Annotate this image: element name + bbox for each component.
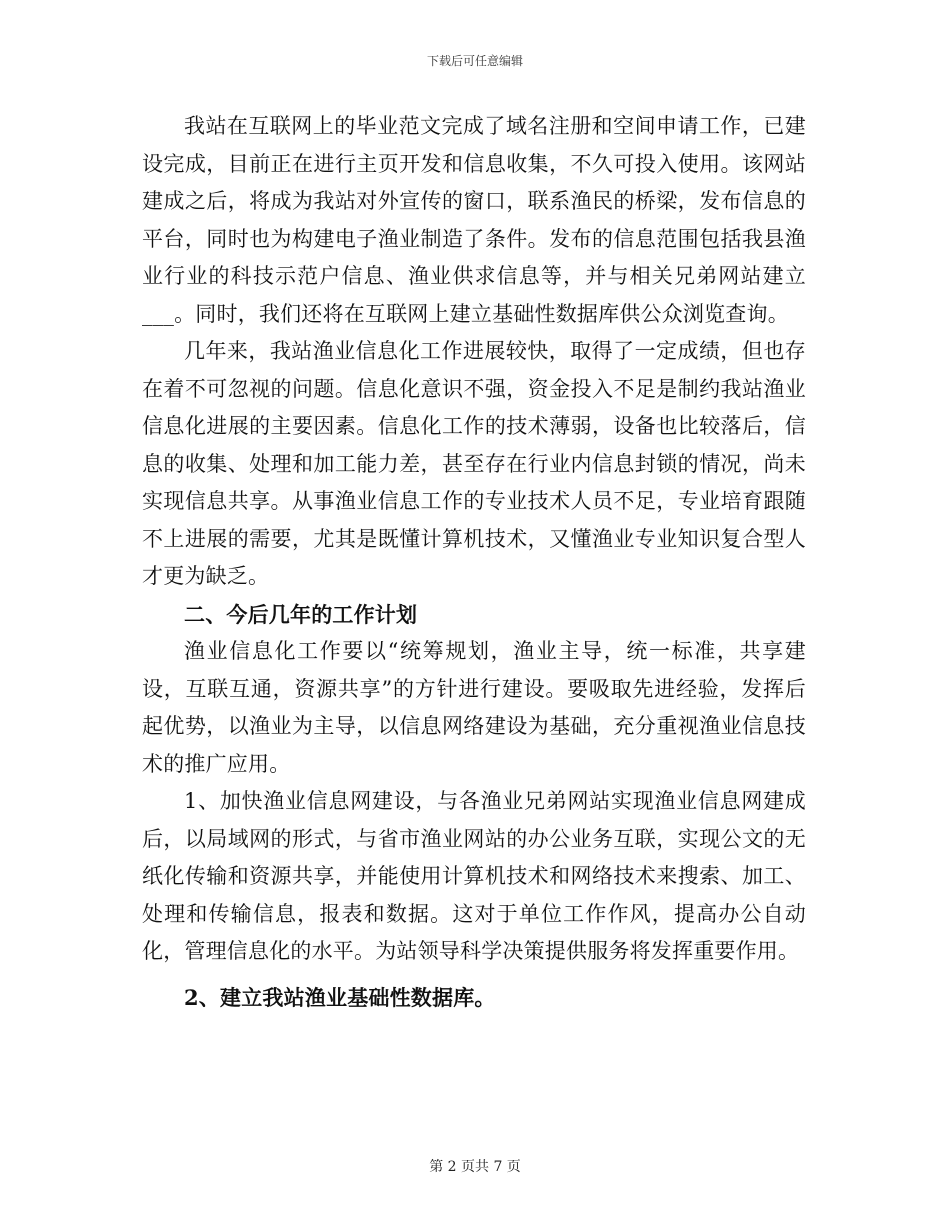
page-header: 下载后可任意编辑: [426, 54, 523, 68]
item-2-heading: 2、建立我站渔业基础性数据库。: [184, 984, 496, 1010]
section-heading-work-plan: 二、今后几年的工作计划: [184, 601, 418, 627]
paragraph-item-1: 1、加快渔业信息网建设，与各渔业兄弟网站实现渔业信息网建成后，以局域网的形式，与省市渔业网站的办公业务互联，实现公文的无纸化传输和资源共享，并能使用计算机技术和网络技术来搜索、加工、处理和传输信息，报表和数据。这对于单位工作作风，提高办公自动化，管理信息化的水平。为站领导科学决策提供服务将发挥重要作用。: [142, 789, 806, 963]
paragraph-problems: 几年来，我站渔业信息化工作进展较快，取得了一定成绩，但也存在着不可忽视的问题。信息化意识不强，资金投入不足是制约我站渔业信息化进展的主要因素。信息化工作的技术薄弱，设备也比较落后，信息的收集、处理和加工能力差，甚至存在行业内信息封锁的情况，尚未实现信息共享。从事渔业信息工作的专业技术人员不足，专业培育跟随不上进展的需要，尤其是既懂计算机技术，又懂渔业专业知识复合型人才更为缺乏。: [142, 339, 806, 588]
paragraph-guidelines: 渔业信息化工作要以“统筹规划，渔业主导，统一标准，共享建设，互联互通，资源共享”的方针进行建设。要吸取先进经验，发挥后起优势，以渔业为主导，以信息网络建设为基础，充分重视渔业信息技术的推广应用。: [142, 639, 806, 776]
paragraph-website: 我站在互联网上的毕业范文完成了域名注册和空间申请工作，已建设完成，目前正在进行主页开发和信息收集，不久可投入使用。该网站建成之后，将成为我站对外宣传的窗口，联系渔民的桥梁，发布信息的平台，同时也为构建电子渔业制造了条件。发布的信息范围包括我县渔业行业的科技示范户信息、渔业供求信息等，并与相关兄弟网站建立___。同时，我们还将在互联网上建立基础性数据库供公众浏览查询。: [142, 114, 806, 326]
document-body: [142, 108, 806, 1016]
page-number-footer: 第 2 页共 7 页: [429, 1159, 521, 1175]
